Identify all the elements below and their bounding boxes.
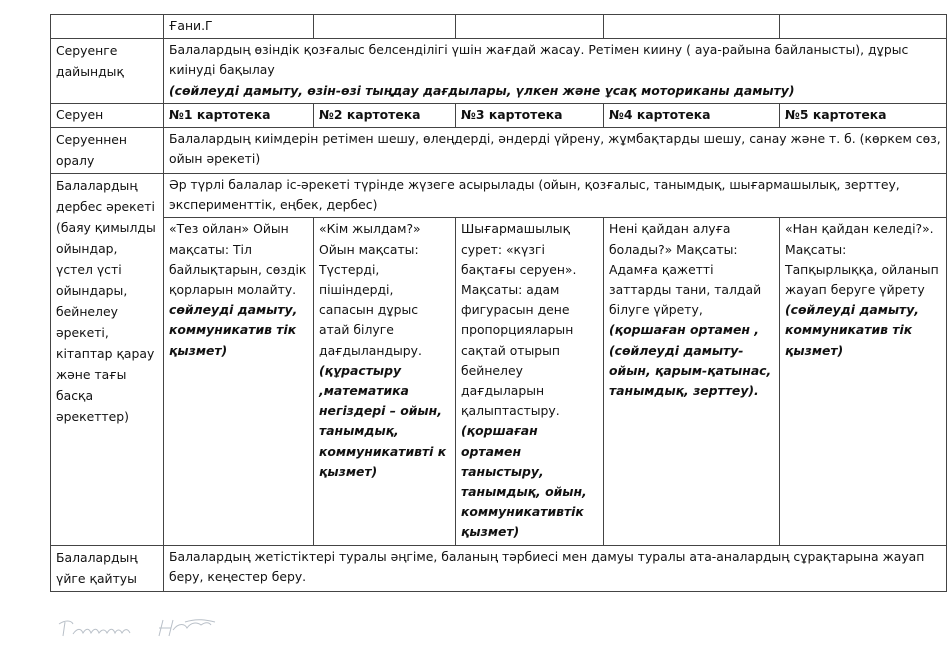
free-activities-row <box>51 218 947 545</box>
prep-goal: (сөйлеуді дамыту, өзін-өзі тыңдау дағдылары, үлкен және ұсақ моториканы дамыту) <box>169 82 795 98</box>
activity-1-text: «Тез ойлан» Ойын мақсаты: Тіл байлықтарын, сөздік қорларын молайту. <box>169 221 307 298</box>
activity-3-goal: (қоршаған ортамен таныстыру, танымдық, ойын, коммуникативтік қызмет) <box>461 423 587 540</box>
activity-3-text: Шығармашылық сурет: «күзгі бақтағы серуен». Мақсаты: адам фигурасын дене пропорцияларын сақтай отырып бейнелеу дағдыларын қалыптастыру. <box>461 221 577 419</box>
header-cell <box>780 15 947 39</box>
activity-1 <box>164 218 314 545</box>
free-row <box>51 174 947 218</box>
walk-card-3: №3 картотека <box>456 103 604 127</box>
prep-label: Серуенге дайындық <box>51 39 164 104</box>
activity-4 <box>604 218 780 545</box>
header-cell <box>604 15 780 39</box>
walk-card-1: №1 картотека <box>164 103 314 127</box>
activity-3 <box>456 218 604 545</box>
activity-4-goal: (қоршаған ортамен ,(сөйлеуді дамыту-ойын, қарым-қатынас, танымдық, зерттеу). <box>609 322 772 399</box>
return-text: Балалардың киімдерін ретімен шешу, өлеңдерді, әндерді үйрену, жұмбақтарды шешу, санау және т. б. (көркем сөз, ойын әрекеті) <box>164 128 947 174</box>
home-row <box>51 545 947 591</box>
walk-card-5: №5 картотека <box>780 103 947 127</box>
home-text: Балалардың жетістіктері туралы әңгіме, баланың тәрбиесі мен дамуы туралы ата-аналардың сұрақтарына жауап беру, кеңестер беру. <box>164 545 947 591</box>
return-label: Серуеннен оралу <box>51 128 164 174</box>
activity-2-text: «Кім жылдам?» Ойын мақсаты: Түстерді, пішіндерді, сапасын дұрыс атай білуге дағдыландыру. <box>319 221 422 358</box>
activity-1-goal: сөйлеуді дамыту, коммуникатив тік қызмет) <box>169 302 298 358</box>
walk-card-4: №4 картотека <box>604 103 780 127</box>
activity-5 <box>780 218 947 545</box>
return-row <box>51 128 947 174</box>
activity-5-text: «Нан қайдан келеді?». Мақсаты: Тапқырлыққа, ойланып жауап беруге үйрету <box>785 221 939 298</box>
free-label-sub: (баяу қимылды ойындар, үстел үсті ойындары, бейнелеу әрекеті, кітаптар қарау және тағы басқа әрекеттер) <box>56 220 156 425</box>
prep-row <box>51 39 947 104</box>
teacher-name: Ғани.Г <box>164 15 314 39</box>
prep-text: Балалардың өзіндік қозғалыс белсенділігі үшін жағдай жасау. Ретімен киину ( ауа-райына байланысты), дұрыс киінуді бақылау <box>169 42 909 78</box>
activity-2 <box>314 218 456 545</box>
free-intro: Әр түрлі балалар іс-әрекеті түрінде жүзеге асырылады (ойын, қозғалыс, танымдық, шығармашылық, зерттеу, эксперименттік, еңбек, дербес) <box>164 174 947 218</box>
walk-label: Серуен <box>51 103 164 127</box>
walk-row <box>51 103 947 127</box>
daily-plan-table <box>50 14 947 592</box>
prep-content <box>164 39 947 104</box>
header-cell <box>456 15 604 39</box>
header-empty-cell <box>51 15 164 39</box>
header-row <box>51 15 947 39</box>
activity-2-goal: (құрастыру ,математика негіздері – ойын, танымдық, коммуникативті к қызмет) <box>319 362 447 479</box>
home-label: Балалардың үйге қайтуы <box>51 545 164 591</box>
free-label-cell <box>51 174 164 546</box>
signature <box>55 612 235 642</box>
activity-4-text: Нені қайдан алуға болады?» Мақсаты: Адамға қажетті заттарды тани, талдай білуге үйрету, <box>609 221 762 318</box>
activity-5-goal: (сөйлеуді дамыту, коммуникатив тік қызмет) <box>785 302 919 358</box>
walk-card-2: №2 картотека <box>314 103 456 127</box>
free-label: Балалардың дербес әрекеті <box>56 178 155 215</box>
header-cell <box>314 15 456 39</box>
